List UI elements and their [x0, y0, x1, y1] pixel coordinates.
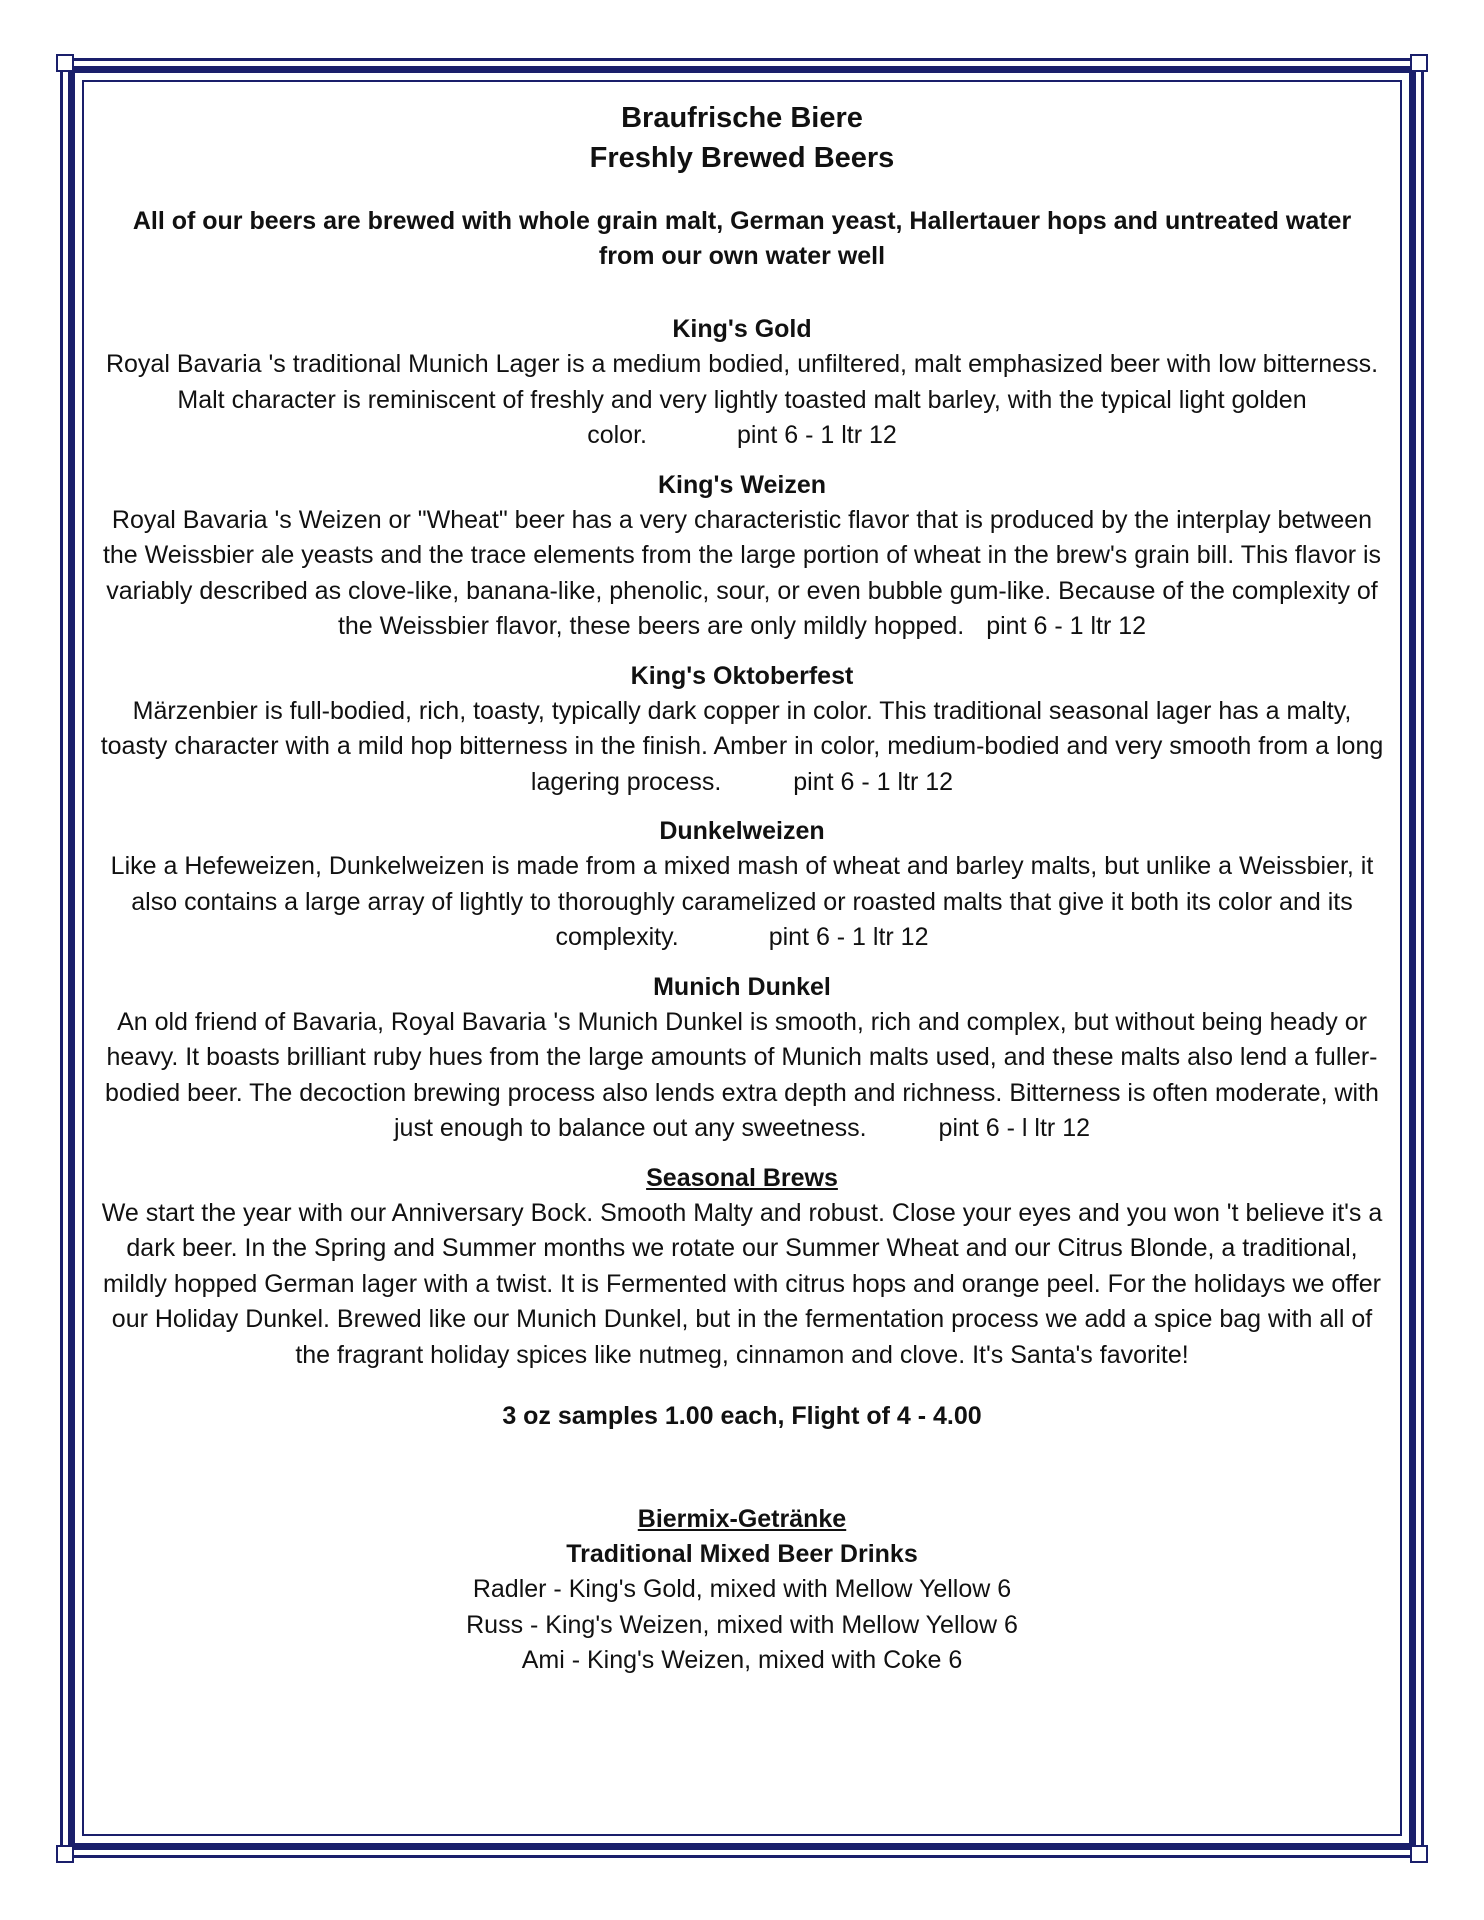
beer-price: pint 6 - 1 ltr 12	[793, 767, 954, 796]
mixed-drink-item: Radler - King's Gold, mixed with Mellow Yellow 6	[472, 1575, 1012, 1603]
beer-description: Royal Bavaria 's traditional Munich Lager is a medium bodied, unfiltered, malt emphasized beer with low bitterness. Malt character is reminiscent of freshly and very lightly toasted malt barley, with the typical light golden color. pint 6 - 1 ltr 12	[105, 350, 1379, 449]
menu-content	[90, 98, 1394, 1679]
corner-ornament-bottom-right	[1410, 1845, 1428, 1863]
beer-name: King's Weizen	[657, 470, 826, 499]
corner-ornament-top-left	[56, 54, 74, 72]
beer-description: Like a Hefeweizen, Dunkelweizen is made from a mixed mash of wheat and barley malts, but unlike a Weissbier, it also contains a large array of lightly to thoroughly caramelized or roasted malts that give it both its color and its complexity. pint 6 - 1 ltr 12	[110, 852, 1374, 951]
beer-description: An old friend of Bavaria, Royal Bavaria 's Munich Dunkel is smooth, rich and complex, but without being heady or heavy. It boasts brilliant ruby hues from the large amounts of Munich malts used, and these malts also lend a fuller-bodied beer. The decoction brewing process also lends extra depth and richness. Bitterness is often moderate, with just enough to balance out any sweetness. pint 6 - l ltr 12	[105, 1007, 1379, 1142]
beer-item-dunkelweizen	[90, 814, 1394, 956]
seasonal-brews-section	[90, 1161, 1394, 1374]
corner-ornament-top-right	[1410, 54, 1428, 72]
mixed-drinks-section	[90, 1502, 1394, 1679]
beer-price: pint 6 - 1 ltr 12	[986, 612, 1147, 640]
beer-description: Märzenbier is full-bodied, rich, toasty, typically dark copper in color. This traditional seasonal lager has a malty, toasty character with a mild hop bitterness in the finish. Amber in color, medium-bodied and very smooth from a long lagering process. pint 6 - 1 ltr 12	[100, 696, 1384, 796]
beer-name: King's Oktoberfest	[630, 661, 854, 690]
mixed-heading-german: Biermix-Getränke	[637, 1505, 847, 1533]
beer-price: pint 6 - 1 ltr 12	[736, 421, 897, 449]
beer-name: King's Gold	[672, 315, 812, 343]
beer-item-kings-gold	[90, 312, 1394, 454]
beer-price: pint 6 - 1 ltr 12	[768, 923, 929, 951]
beer-item-kings-oktoberfest	[90, 659, 1394, 801]
corner-ornament-bottom-left	[56, 1845, 74, 1863]
seasonal-heading: Seasonal Brews	[646, 1163, 838, 1192]
mixed-drink-item: Ami - King's Weizen, mixed with Coke 6	[521, 1646, 963, 1674]
beer-item-munich-dunkel	[90, 970, 1394, 1147]
mixed-drink-item: Russ - King's Weizen, mixed with Mellow Yellow 6	[466, 1610, 1018, 1639]
title-english: Freshly Brewed Beers	[589, 142, 895, 174]
seasonal-description: We start the year with our Anniversary Bock. Smooth Malty and robust. Close your eyes and you won 't believe it's a dark beer. In the Spring and Summer months we rotate our Summer Wheat and our Citrus Blonde, a traditional, mildly hopped German lager with a twist. It is Fermented with citrus hops and orange peel. For the holidays we offer our Holiday Dunkel. Brewed like our Munich Dunkel, but in the fermentation process we add a spice bag with all of the fragrant holiday spices like nutmeg, cinnamon and clove. It's Santa's favorite!	[101, 1198, 1383, 1369]
beer-name: Munich Dunkel	[653, 972, 831, 1001]
beer-description: Royal Bavaria 's Weizen or "Wheat" beer has a very characteristic flavor that is produced by the interplay between the Weissbier ale yeasts and the trace elements from the large portion of wheat in the brew's grain bill. This flavor is variably described as clove-like, banana-like, phenolic, sour, or even bubble gum-like. Because of the complexity of the Weissbier flavor, these beers are only mildly hopped. pint 6 - 1 ltr 12	[102, 505, 1382, 640]
mixed-heading-english: Traditional Mixed Beer Drinks	[566, 1540, 918, 1568]
beer-item-kings-weizen	[90, 468, 1394, 645]
intro-statement: All of our beers are brewed with whole grain malt, German yeast, Hallertauer hops and untreated water from our own water well	[132, 207, 1352, 270]
samples-pricing: 3 oz samples 1.00 each, Flight of 4 - 4.00	[502, 1402, 982, 1430]
title-german: Braufrische Biere	[621, 102, 863, 134]
beer-name: Dunkelweizen	[659, 817, 825, 845]
beer-price: pint 6 - l ltr 12	[938, 1114, 1090, 1142]
